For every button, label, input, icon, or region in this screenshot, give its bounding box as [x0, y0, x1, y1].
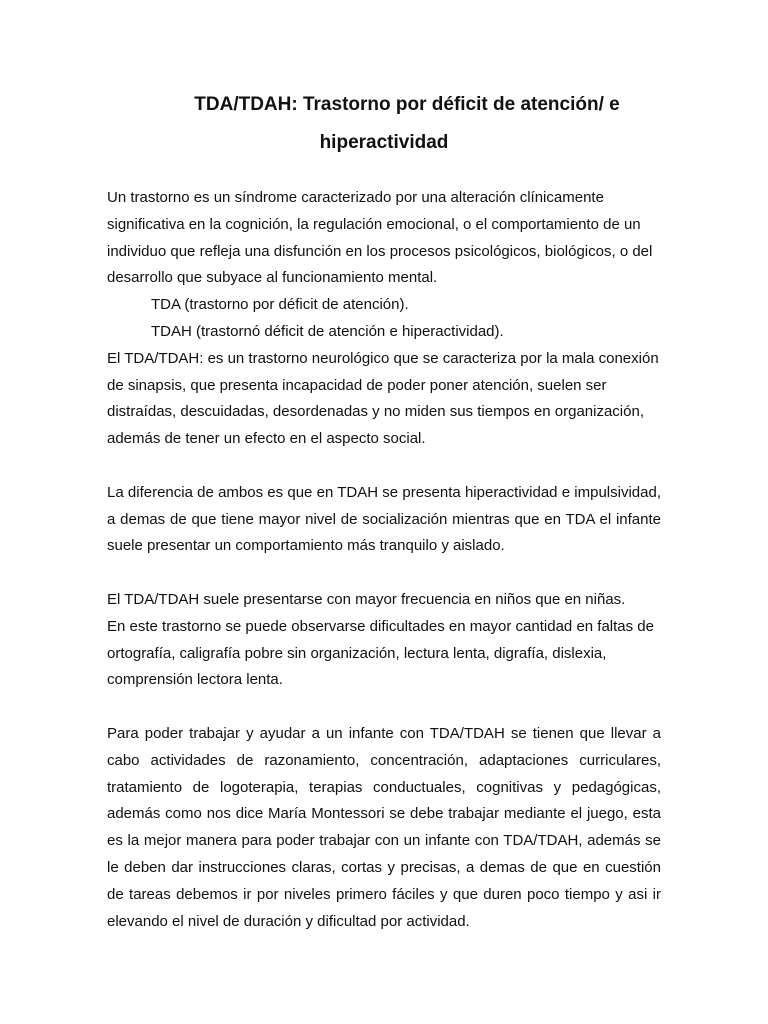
paragraph-spacer	[107, 694, 661, 721]
document-title	[107, 86, 661, 162]
paragraph-definition: Un trastorno es un síndrome caracterizado por una alteración clínicamente significativa en la cognición, la regulación emocional, o el comportamiento de un individuo que refleja una disfunción en los procesos psicológicos, biológicos, o del desarrollo que subyace al funcionamiento mental.	[107, 189, 653, 287]
paragraph-spacer	[107, 453, 661, 480]
paragraph-spacer	[107, 560, 661, 587]
paragraph-treatment: Para poder trabajar y ayudar a un infante con TDA/TDAH se tienen que llevar a cabo actividades de razonamiento, concentración, adaptaciones curriculares, tratamiento de logoterapia, terapias conductuales, cognitivas y pedagógicas, además como nos dice María Montessori se debe trabajar mediante el juego, esta es la mejor manera para poder trabajar con un infante con TDA/TDAH, además se le deben dar instrucciones claras, cortas y precisas, a demas de que en cuestión de tareas debemos ir por niveles primero fáciles y que duren poco tiempo y asi ir elevando el nivel de duración y dificultad por actividad.	[107, 724, 661, 930]
paragraph-difficulties: En este trastorno se puede observarse dificultades en mayor cantidad en faltas de ortografía, caligrafía pobre sin organización, lectura lenta, digrafía, dislexia, comprensión lectora lenta.	[107, 617, 654, 689]
title-line-2: hiperactividad	[319, 132, 449, 153]
list-item-tda: TDA (trastorno por déficit de atención).	[151, 296, 409, 314]
title-line-1: TDA/TDAH: Trastorno por déficit de atención/ e	[194, 94, 620, 115]
list-item-tdah: TDAH (trastornó déficit de atención e hiperactividad).	[151, 322, 504, 340]
paragraph-tda-tdah: El TDA/TDAH: es un trastorno neurológico que se caracteriza por la mala conexión de sinapsis, que presenta incapacidad de poder poner atención, suelen ser distraídas, descuidadas, desordenadas y no miden sus tiempos en organización, además de tener un efecto en el aspecto social.	[107, 349, 659, 448]
paragraph-frequency: El TDA/TDAH suele presentarse con mayor frecuencia en niños que en niñas.	[107, 590, 626, 608]
paragraph-difference: La diferencia de ambos es que en TDAH se presenta hiperactividad e impulsividad, a demas de que tiene mayor nivel de socialización mientras que en TDA el infante suele presentar un comportamiento más tranquilo y aislado.	[107, 483, 661, 555]
document-body	[107, 185, 661, 935]
